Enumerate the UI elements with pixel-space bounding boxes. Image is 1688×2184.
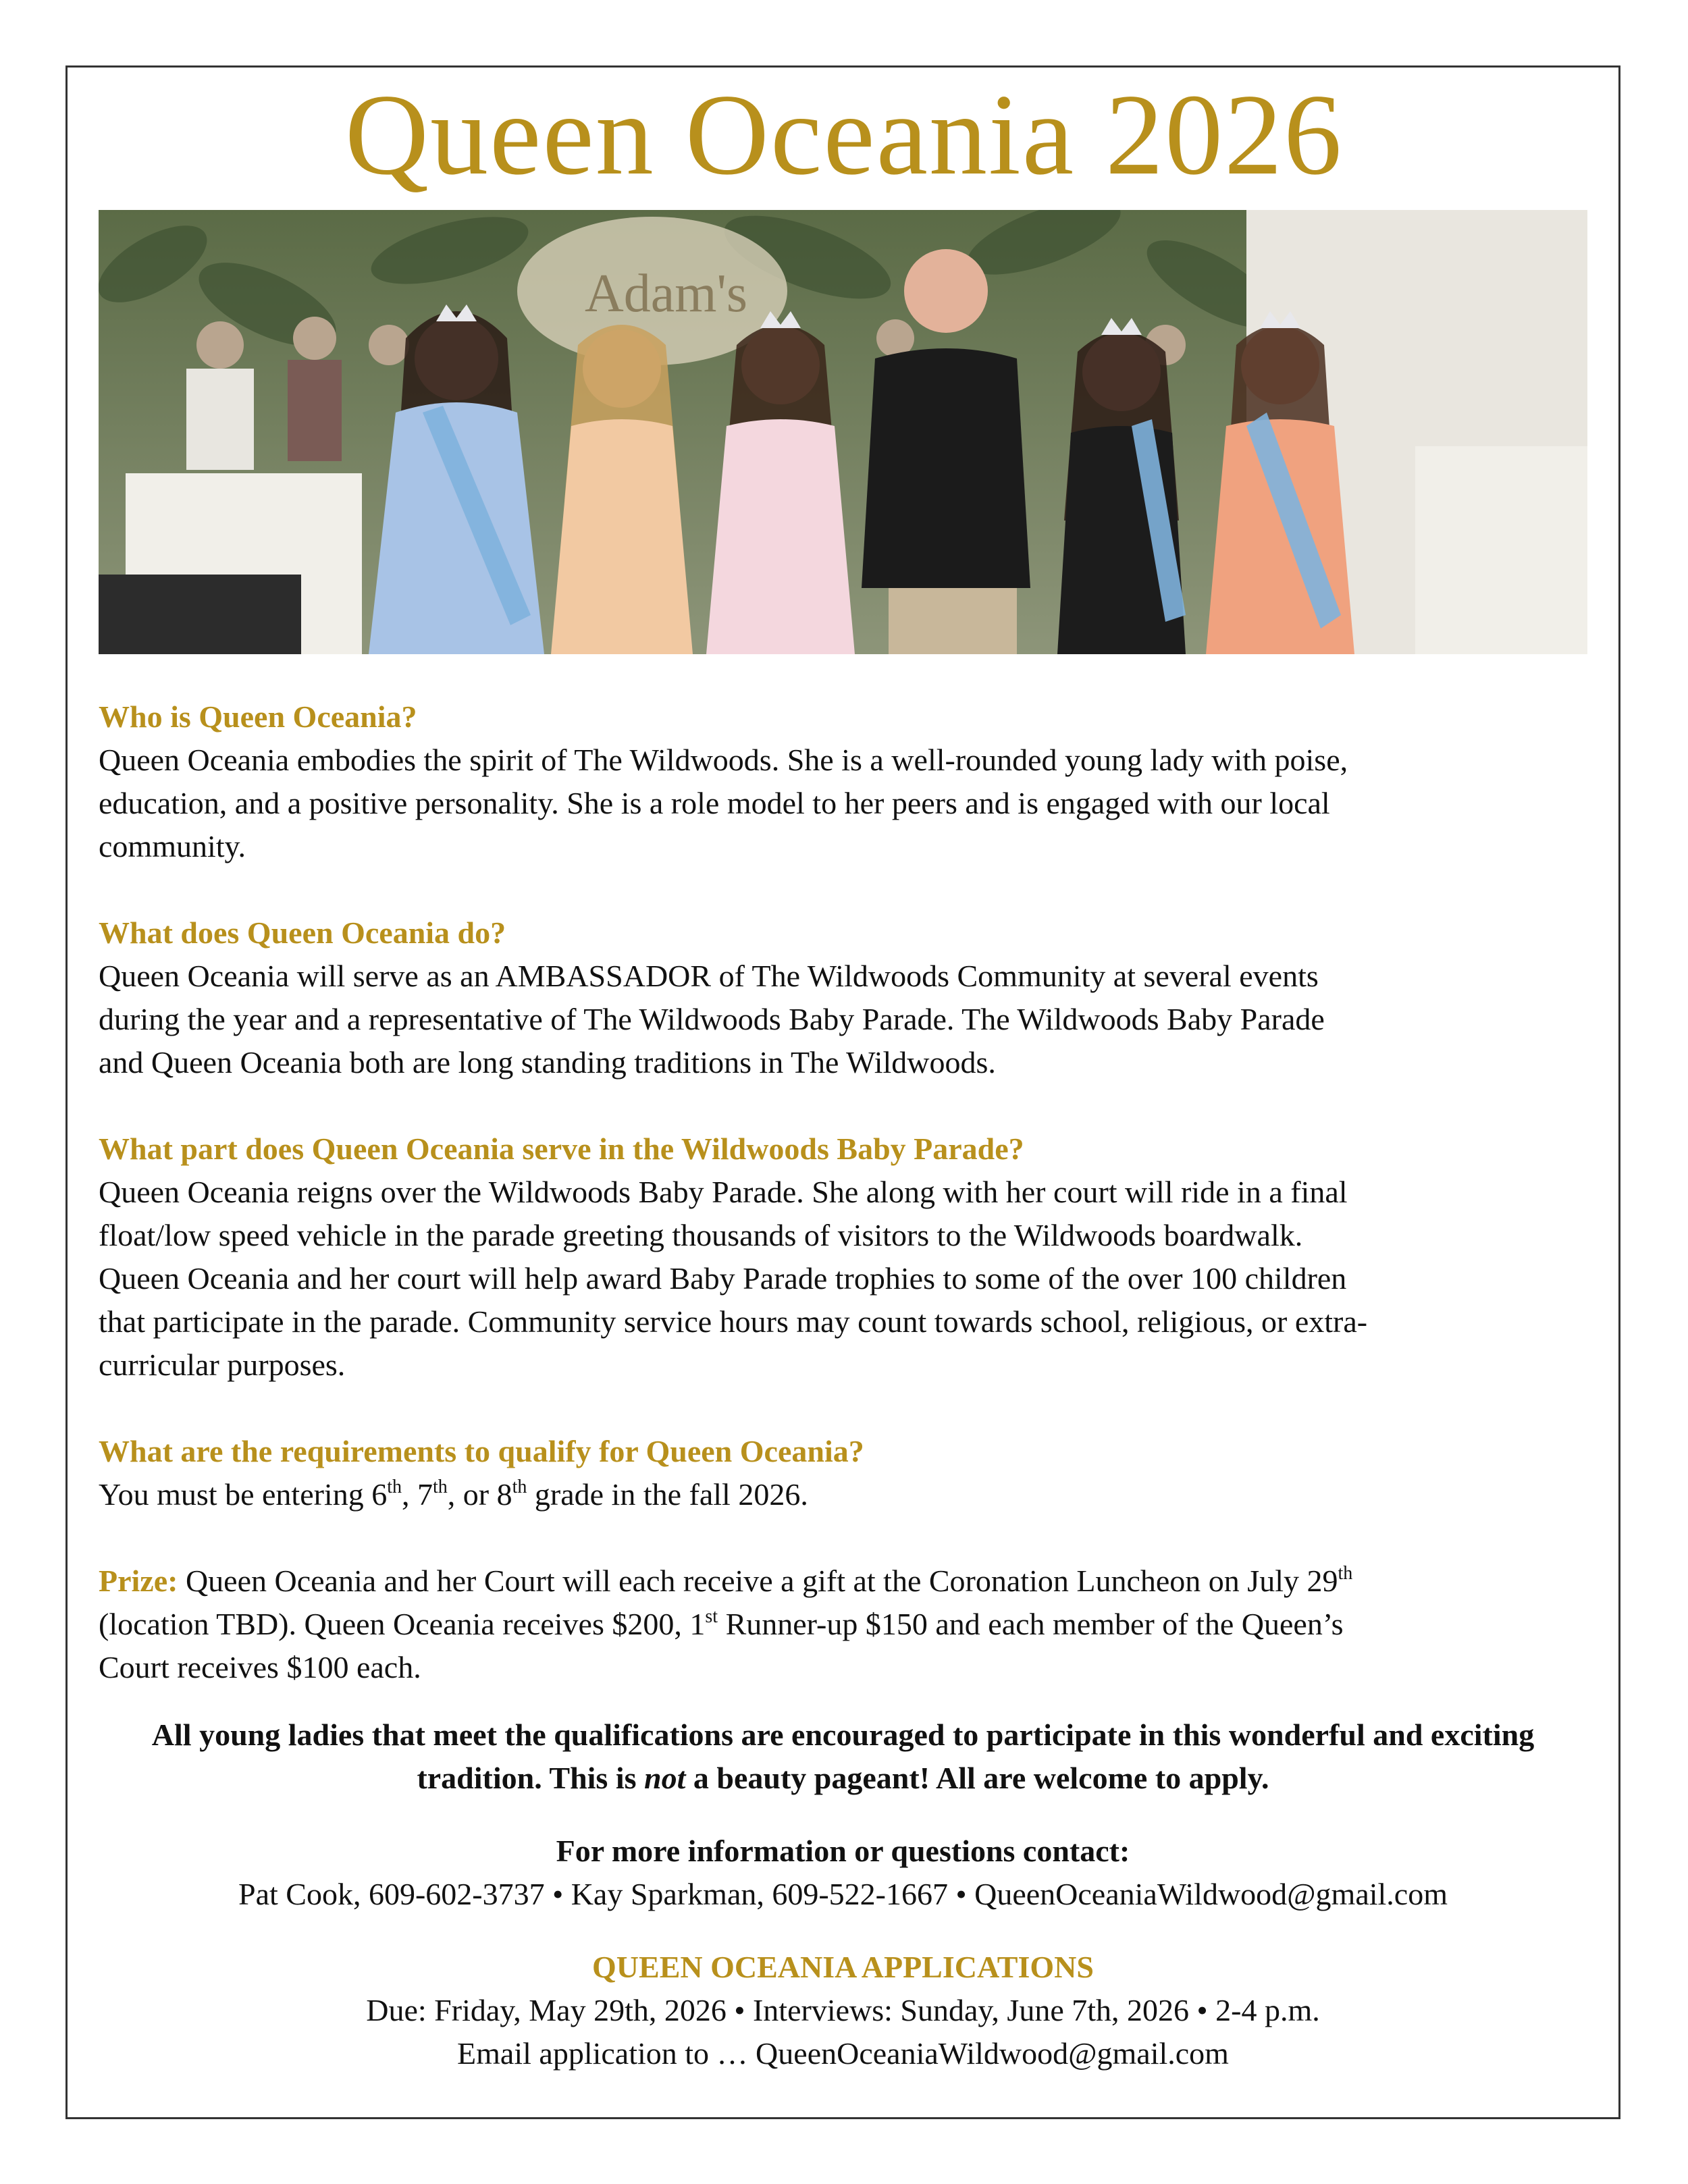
applications-heading: QUEEN OCEANIA APPLICATIONS	[592, 1950, 1094, 1984]
contact-heading: For more information or questions contact:	[556, 1834, 1130, 1868]
applications-due: Due: Friday, May 29th, 2026 • Interviews: Sunday, June 7th, 2026 • 2-4 p.m.	[366, 1993, 1320, 2027]
section-line: education, and a positive personality. She is a role model to her peers and is engaged with our local	[99, 786, 1330, 820]
section-line: float/low speed vehicle in the parade greeting thousands of visitors to the Wildwoods boardwalk.	[99, 1218, 1303, 1252]
requirements-line: You must be entering 6th, 7th, or 8th grade in the fall 2026.	[99, 1476, 808, 1512]
prize-line-2: (location TBD). Queen Oceania receives $200, 1st Runner-up $150 and each member of the Queen’s	[99, 1605, 1344, 1641]
section-heading-requirements: What are the requirements to qualify for Queen Oceania?	[99, 1434, 864, 1468]
prize-line-1: Prize: Queen Oceania and her Court will each receive a gift at the Coronation Luncheon on July 29th	[99, 1562, 1353, 1598]
section-heading-parade: What part does Queen Oceania serve in the Wildwoods Baby Parade?	[99, 1131, 1024, 1166]
section-line: Queen Oceania reigns over the Wildwoods Baby Parade. She along with her court will ride in a final	[99, 1175, 1348, 1209]
photo-sign-text: Adam's	[585, 264, 748, 323]
section-line: curricular purposes.	[99, 1348, 346, 1382]
section-line: community.	[99, 829, 246, 863]
encourage-line-1: All young ladies that meet the qualifications are encouraged to participate in this wonderful and exciting	[151, 1717, 1535, 1752]
group-photo	[99, 210, 1587, 654]
section-line: that participate in the parade. Community service hours may count towards school, religious, or extra-	[99, 1304, 1368, 1339]
section-line: and Queen Oceania both are long standing traditions in The Wildwoods.	[99, 1045, 996, 1080]
section-heading-who: Who is Queen Oceania?	[99, 699, 417, 734]
contact-line: Pat Cook, 609-602-3737 • Kay Sparkman, 609-522-1667 • QueenOceaniaWildwood@gmail.com	[238, 1877, 1448, 1911]
section-line: during the year and a representative of The Wildwoods Baby Parade. The Wildwoods Baby Parade	[99, 1002, 1325, 1036]
encourage-line-2: tradition. This is not a beauty pageant! All are welcome to apply.	[417, 1761, 1269, 1795]
section-line: Queen Oceania and her court will help award Baby Parade trophies to some of the over 100 children	[99, 1261, 1347, 1296]
prize-label: Prize:	[99, 1564, 178, 1598]
applications-email: Email application to … QueenOceaniaWildwood@gmail.com	[457, 2036, 1229, 2071]
section-line: Queen Oceania embodies the spirit of The Wildwoods. She is a well-rounded young lady with poise,	[99, 743, 1348, 777]
main-content	[99, 695, 1587, 2075]
page-title: Queen Oceania 2026	[344, 71, 1344, 199]
section-heading-what: What does Queen Oceania do?	[99, 915, 506, 950]
section-line: Queen Oceania will serve as an AMBASSADOR of The Wildwoods Community at several events	[99, 959, 1319, 993]
prize-line-3: Court receives $100 each.	[99, 1650, 421, 1684]
